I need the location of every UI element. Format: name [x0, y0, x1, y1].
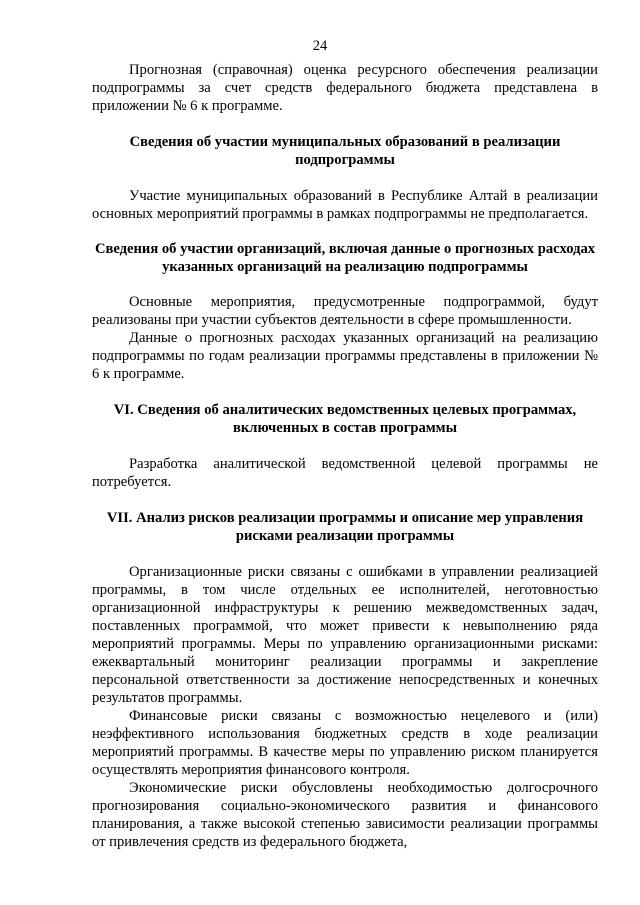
heading-section-vii: VII. Анализ рисков реализации программы и описание мер управления рисками реализации программы: [106, 510, 584, 544]
paragraph-financial-risks: Финансовые риски связаны с возможностью нецелевого и (или) неэффективного использования бюджетных средств в ходе реализации мероприятий программы. В качестве меры по управлению риском планируется осуществлять мероприятия финансового контроля.: [92, 708, 598, 778]
paragraph-resource-estimate: Прогнозная (справочная) оценка ресурсного обеспечения реализации подпрограммы за счет средств федерального бюджета представлена в приложении № 6 к программе.: [92, 62, 598, 114]
heading-section-vi: VI. Сведения об аналитических ведомственных целевых программах, включенных в состав программы: [113, 402, 577, 436]
page-content: [92, 61, 598, 851]
paragraph-main-activities: Основные мероприятия, предусмотренные подпрограммой, будут реализованы при участии субъектов деятельности в сфере промышленности.: [92, 294, 598, 328]
paragraph-forecast-expenses: Данные о прогнозных расходах указанных организаций на реализацию подпрограммы по годам реализации программы представлены в приложении № 6 к программе.: [92, 330, 598, 382]
paragraph-municipal-participation: Участие муниципальных образований в Республике Алтай в реализации основных мероприятий программы в рамках подпрограммы не предполагается.: [92, 188, 598, 222]
heading-organizations-participation: Сведения об участии организаций, включая данные о прогнозных расходах указанных организаций на реализацию подпрограммы: [94, 241, 596, 275]
page-number: 24: [312, 38, 328, 54]
paragraph-economic-risks: Экономические риски обусловлены необходимостью долгосрочного прогнозирования социально-экономического развития и финансового планирования, а также высокой степенью зависимости реализации программы от привлечения средств из федерального бюджета,: [92, 780, 598, 850]
heading-municipal-participation: Сведения об участии муниципальных образований в реализации подпрограммы: [129, 134, 561, 168]
paragraph-target-program: Разработка аналитической ведомственной целевой программы не потребуется.: [92, 456, 598, 490]
paragraph-organizational-risks: Организационные риски связаны с ошибками в управлении реализацией программы, в том числе отдельных ее исполнителей, неготовностью организационной инфраструктуры к решению межведомственных задач, поставленных программой, что может привести к невыполнению ряда мероприятий программы. Меры по управлению организационными рисками: ежеквартальный мониторинг реализации программы и закрепление персональной ответственности за достижение непосредственных и конечных результатов программы.: [92, 564, 598, 706]
